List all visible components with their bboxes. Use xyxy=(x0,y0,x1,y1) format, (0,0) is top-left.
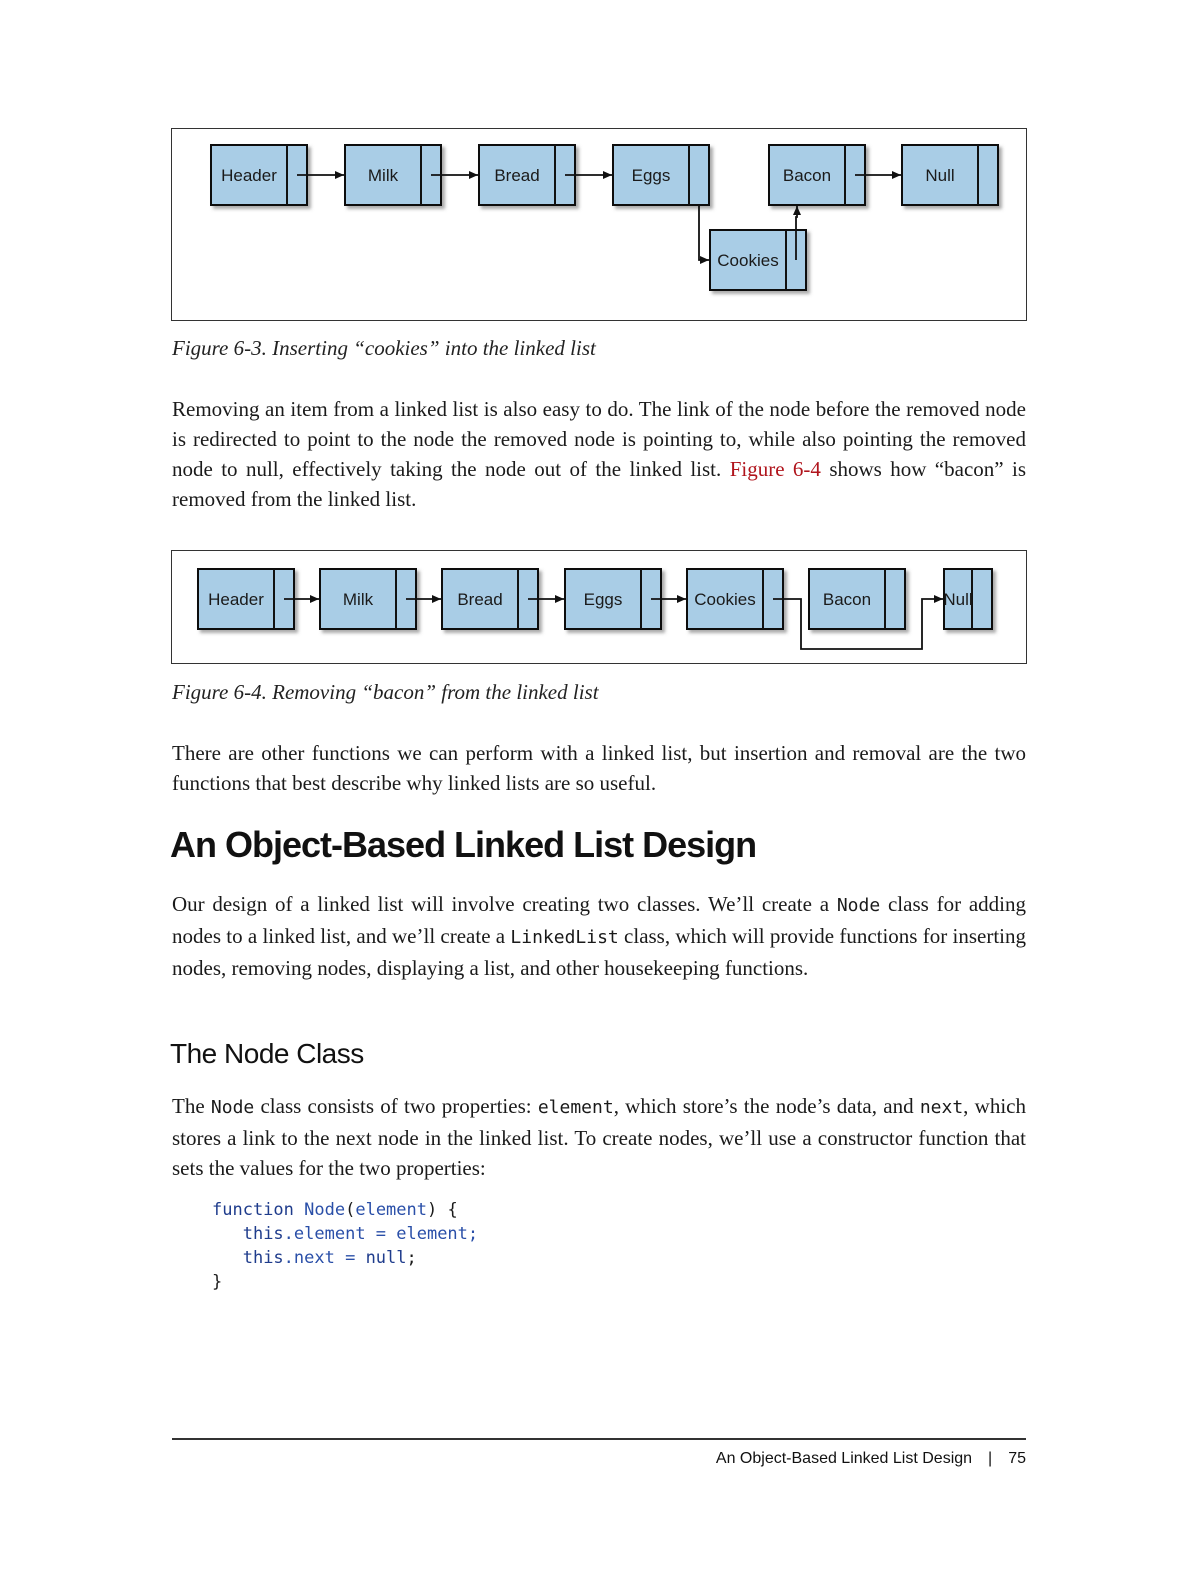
inline-code-next: next xyxy=(919,1097,964,1118)
node-cookies xyxy=(710,230,806,290)
node-label: Bread xyxy=(494,166,540,185)
node-bread xyxy=(479,145,575,205)
figure-6-3-caption: Figure 6-3. Inserting “cookies” into the linked list xyxy=(172,336,596,360)
node-milk xyxy=(320,569,416,629)
inline-code-node: Node xyxy=(836,895,881,916)
figure-6-4-caption: Figure 6-4. Removing “bacon” from the linked list xyxy=(172,680,599,704)
code-punct: ; xyxy=(406,1248,417,1268)
code-keyword: function xyxy=(212,1200,294,1220)
figure-6-4-link[interactable]: Figure 6-4 xyxy=(729,457,821,481)
section-heading: An Object-Based Linked List Design xyxy=(170,824,757,865)
node-bacon xyxy=(769,145,865,205)
code-function-name: Node xyxy=(304,1200,346,1220)
figure-6-3 xyxy=(171,128,1027,321)
paragraph-node-class xyxy=(172,1091,1026,1183)
figure-6-3-diagram xyxy=(172,129,1028,322)
code-keyword: this xyxy=(242,1248,284,1268)
code-block xyxy=(212,1198,478,1294)
code-brace: } xyxy=(212,1272,223,1292)
node-label: Bacon xyxy=(822,590,872,609)
subsection-heading: The Node Class xyxy=(170,1038,364,1069)
node-label: Eggs xyxy=(583,590,623,609)
paragraph-text: class, which will provide functions for inserting nodes, removing nodes, displaying a list, and other housekeeping functions. xyxy=(172,924,1026,980)
paragraph-text: Removing an item from a linked list is also easy to do. The link of the node before the removed node is redirected to point to the node the removed node is pointing to, while also pointing the removed node to null, effectively taking the node out of the linked list. xyxy=(172,397,1026,481)
code-punct: ( xyxy=(345,1200,356,1220)
code-keyword: null xyxy=(365,1248,407,1268)
node-label: Header xyxy=(208,590,264,609)
node-label: Bread xyxy=(457,590,503,609)
node-label: Milk xyxy=(367,166,399,185)
link-arrow xyxy=(796,206,797,260)
code-statement: .element = element; xyxy=(283,1224,479,1244)
footer-separator: | xyxy=(988,1450,993,1467)
code-statement: .next = xyxy=(283,1248,366,1268)
paragraph-text: class consists of two properties: xyxy=(254,1094,538,1118)
running-title: An Object-Based Linked List Design xyxy=(715,1450,973,1467)
paragraph-other-functions: There are other functions we can perform with a linked list, but insertion and removal are the two functions that best describe why linked lists are so useful. xyxy=(172,741,1026,795)
paragraph-text: , which store’s the node’s data, and xyxy=(613,1094,920,1118)
paragraph-text: Our design of a linked list will involve creating two classes. We’ll create a xyxy=(172,892,837,916)
paragraph-design xyxy=(172,889,1026,983)
node-label: Eggs xyxy=(631,166,671,185)
page-footer xyxy=(716,1450,1026,1468)
node-eggs xyxy=(565,569,661,629)
code-keyword: this xyxy=(242,1224,284,1244)
paragraph-removing xyxy=(172,394,1026,514)
node-milk xyxy=(345,145,441,205)
paragraph-text: The xyxy=(172,1094,211,1118)
node-label: Milk xyxy=(342,590,374,609)
node-label: Null xyxy=(943,590,973,609)
node-null xyxy=(902,145,998,205)
node-label: Cookies xyxy=(694,590,756,609)
paragraph-text: shows how “bacon” is removed from the linked list. xyxy=(172,457,1027,511)
footer-rule xyxy=(172,1438,1026,1440)
inline-code-element: element xyxy=(537,1097,614,1118)
node-label: Header xyxy=(221,166,277,185)
node-bacon xyxy=(809,569,905,629)
inline-code-node: Node xyxy=(210,1097,255,1118)
paragraph-text: class for adding nodes to a linked list, and we’ll create a xyxy=(172,892,1026,948)
node-label: Null xyxy=(925,166,955,185)
link-arrow xyxy=(699,205,709,260)
code-param: element xyxy=(355,1200,427,1220)
figure-6-4 xyxy=(171,550,1027,664)
inline-code-linkedlist: LinkedList xyxy=(510,927,619,948)
code-punct: ) { xyxy=(427,1200,458,1220)
node-header xyxy=(198,569,294,629)
paragraph-text: , which stores a link to the next node in the linked list. To create nodes, we’ll use a constructor function that sets the values for the two properties: xyxy=(172,1094,1026,1180)
node-eggs xyxy=(613,145,709,205)
node-cookies xyxy=(687,569,783,629)
node-null xyxy=(943,569,992,629)
page-number: 75 xyxy=(1008,1450,1026,1467)
node-bread xyxy=(442,569,538,629)
node-label: Cookies xyxy=(717,251,779,270)
node-header xyxy=(211,145,307,205)
node-label: Bacon xyxy=(782,166,832,185)
figure-6-4-diagram xyxy=(172,551,1028,665)
